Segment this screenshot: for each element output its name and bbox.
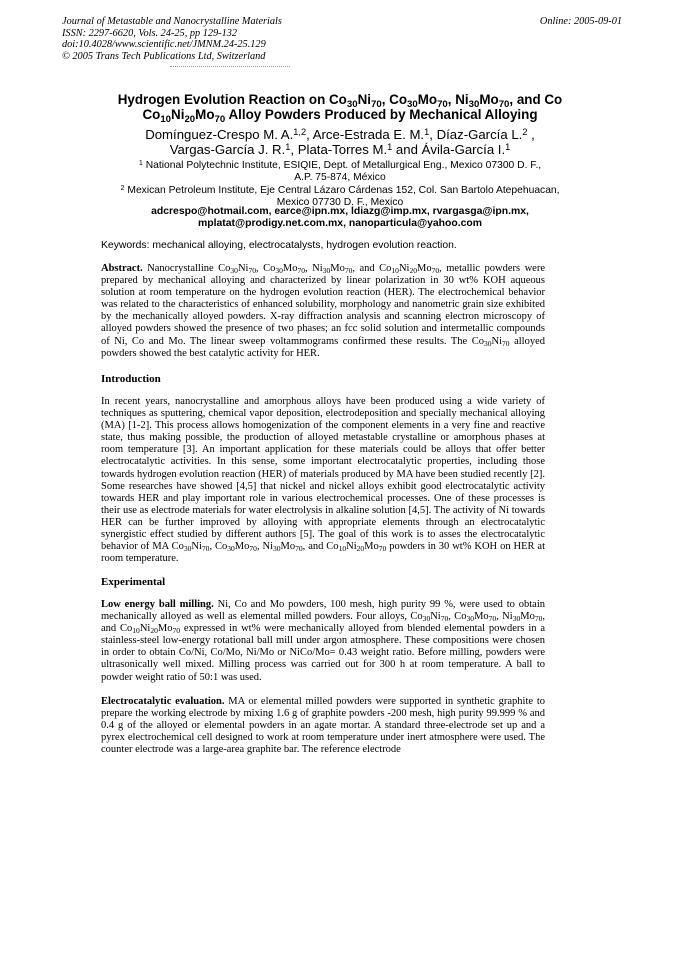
header-divider [170, 66, 290, 67]
abstract: Abstract. Nanocrystalline $Co_{30}Ni_{70}$, $Co_{30}Mo_{70}$, $Ni_{30}Mo_{70}$, and $Co_{10}Ni_{20}Mo_{70}$, metallic powders were prepared by mechanical alloying and characterized by linear polarization in 30 wt% KOH aqueous solution at room temperature on the hydrogen evolution reaction (HER). The electrochemical behavior was related to the characteristics of enhanced solubility, morphology and nanometric grain size exhibited by the mechanically alloyed powders. X-ray diffraction analysis and scanning electron microscopy of alloyed powders showed the presence of two phases; an fcc solid solution and intermetallic compounds of Ni, Co and Mo. The linear sweep voltammograms confirmed these results. The $Co_{30}Ni_{70}$ alloyed powders showed the best catalytic activity for HER. [101, 263, 546, 359]
introduction-heading: Introduction [101, 373, 161, 385]
affiliation-2: $^2$ Mexican Petroleum Institute, Eje Central Lázaro Cárdenas 152, Col. San Bartolo Atepehuacan, [120, 182, 560, 196]
paper-title: Hydrogen Evolution Reaction on $Co_{30}Ni_{70}$, $Co_{30}Mo_{70}$, $Ni_{30}Mo_{70}$, and Co [117, 92, 563, 110]
introduction-body: In recent years, nanocrystalline and amorphous alloys have been produced using a wide variety of techniques as sputtering, chemical vapor deposition, electrodeposition and specially mechanical alloying (MA) [1-2]. This process allows homogenization of the component elements in a very fine and reactive state, thus making possible, the production of alloyed metastable crystalline or amorphous phases at room temperature [3]. An important application for these materials could be alloys that offer better electrocatalytic activities. In this sense, some important electrocatalytic properties, including those towards hydrogen evolution reaction (HER) of materials produced by MA have been studied recently [2]. Some researches have showed [4,5] that nickel and nickel alloys exhibit good electrocatalytic activity towards HER and play important role in various electrochemical processes. One of these processes is their use as electrode materials for water electrolysis in alkaline solution [4,5]. The activity of Ni towards HER can be further improved by alloying with appropriate elements through an electrocatalytic synergistic effect studied by different authors [5]. The goal of this work is to asses the electrocatalytic behavior of MA $Co_{30}Ni_{70}$, $Co_{30}Mo_{70}$, $Ni_{30}Mo_{70}$, and $Co_{10}Ni_{20}Mo_{70}$ powders in 30 wt% KOH on HER at room temperature. [101, 396, 545, 565]
author-list: Domínguez-Crespo M. A.$^{1,2}$, Arce-Estrada E. M.$^1$, Díaz-García L.$^2$ , Vargas-García J. R.$^1$, Plata-Torres M.$^1$ and Ávila-García I.$^1$ [145, 126, 535, 157]
ball-milling-paragraph: Low energy ball milling. Ni, Co and Mo powders, 100 mesh, high purity 99 %, were used to obtain mechanically alloyed as well as elemental milled powders. Four alloys, $Co_{30}Ni_{70}$, $Co_{30}Mo_{70}$, $Ni_{30}Mo_{70}$, and $Co_{10}Ni_{20}Mo_{70}$ expressed in wt% were mechanically alloyed from blended elemental powders in a stainless-steel low-energy rotational ball mill under argon atmosphere. These compositions were chosen in order to obtain Co/Ni, Co/Mo, Ni/Mo or NiCo/Mo= 0.43 weight ratio. Before milling, powders were ultrasonically well mixed. Milling process was carried out for 300 h at room temperature. A ball to powder weight ratio of 50:1 was used. [101, 599, 546, 683]
affiliation-2-address: Mexico 07730 D. F., Mexico [276, 197, 404, 209]
copyright-line: © 2005 Trans Tech Publications Ltd, Switzerland [62, 50, 266, 62]
journal-header [62, 16, 622, 62]
experimental-heading: Experimental [101, 576, 166, 588]
affiliation-1: $^1$ National Polytechnic Institute, ESIQIE, Dept. of Metallurgical Eng., Mexico 07300 D. F., [138, 157, 542, 171]
journal-name: Journal of Metastable and Nanocrystalline Materials [62, 16, 282, 27]
electrocatalytic-evaluation-paragraph: Electrocatalytic evaluation. MA or elemental milled powders were supported in synthetic graphite to prepare the working electrode by mixing 1.6 g of graphite powders -200 mesh, high purity 99.999 % and 0.4 g of the alloyed or elemental powders in an agate mortar. A standard three-electrode set up and a pyrex electrochemical cell designed to work at room temperature under inert atmosphere were used. The counter electrode was a large-area graphite bar. The reference electrode [101, 696, 545, 756]
issn-line: ISSN: 2297-6620, Vols. 24-25, pp 129-132 [62, 27, 238, 39]
doi-line: doi:10.4028/www.scientific.net/JMNM.24-25.129 [62, 39, 266, 51]
author-emails: adcrespo@hotmail.com, earce@ipn.mx, ldiazg@imp.mx, rvargasga@ipn.mx, mplatat@prodigy.net.com.mx, nanoparticula@yahoo.com [151, 206, 529, 230]
keywords: Keywords: mechanical alloying, electrocatalysts, hydrogen evolution reaction. [101, 240, 457, 251]
affiliations [90, 157, 590, 210]
paper-title-line2: $Co_{10}Ni_{20}Mo_{70}$ Alloy Powders Produced by Mechanical Alloying [142, 107, 538, 125]
online-date: Online: 2005-09-01 [539, 16, 622, 27]
affiliation-1-address: A.P. 75-874, México [294, 172, 386, 184]
